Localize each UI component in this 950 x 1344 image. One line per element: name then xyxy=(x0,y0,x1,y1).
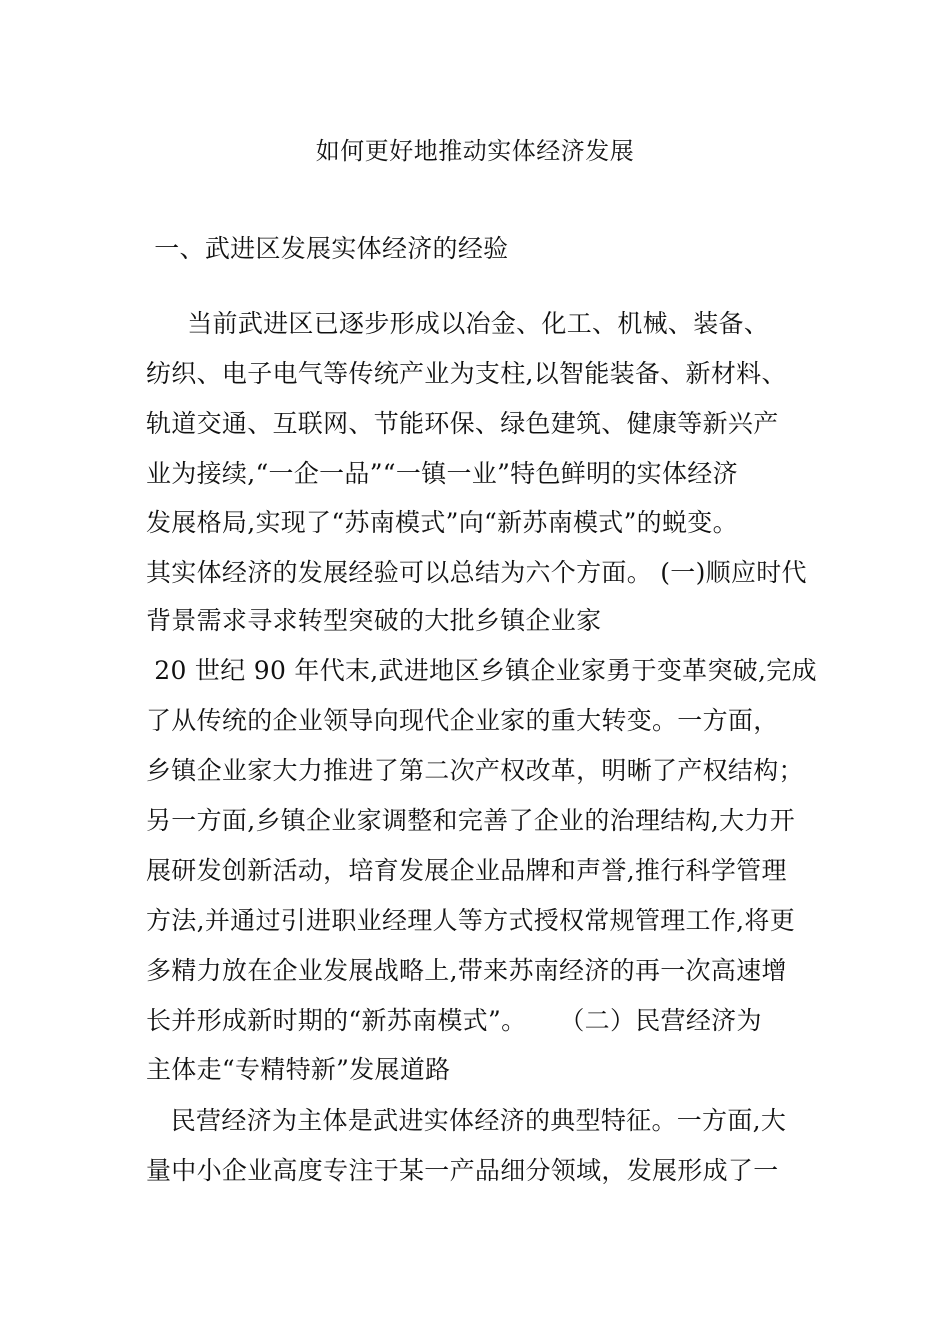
body-line: 展研发创新活动，培育发展企业品牌和声誉,推行科学管理 xyxy=(146,856,787,885)
body-line: 多精力放在企业发展战略上,带来苏南经济的再一次高速增 xyxy=(146,956,787,985)
body-line: 乡镇企业家大力推进了第二次产权改革，明晰了产权结构； xyxy=(146,756,804,785)
body-line: 量中小企业高度专注于某一产品细分领域，发展形成了一 xyxy=(146,1156,779,1185)
body-line: 主体走“专精特新”发展道路 xyxy=(146,1055,451,1084)
body-line: 业为接续,“一企一品”“一镇一业”特色鲜明的实体经济 xyxy=(146,459,738,488)
body-line: 方法,并通过引进职业经理人等方式授权常规管理工作,将更 xyxy=(146,906,795,935)
body-line: 其实体经济的发展经验可以总结为六个方面。 (一)顺应时代 xyxy=(146,558,807,587)
document-title: 如何更好地推动实体经济发展 xyxy=(315,137,635,165)
section-heading: 一、武进区发展实体经济的经验 xyxy=(146,234,509,263)
body-line: 纺织、电子电气等传统产业为支柱,以智能装备、新材料、 xyxy=(146,359,787,388)
body-line: 当前武进区已逐步形成以冶金、化工、机械、装备、 xyxy=(146,309,770,338)
body-line: 发展格局,实现了“苏南模式”向“新苏南模式”的蜕变。 xyxy=(146,508,738,537)
body-line: 20 世纪 90 年代末,武进地区乡镇企业家勇于变革突破,完成 xyxy=(146,656,817,685)
body-line: 另一方面,乡镇企业家调整和完善了企业的治理结构,大力开 xyxy=(146,806,795,835)
body-line: 民营经济为主体是武进实体经济的典型特征。一方面,大 xyxy=(146,1106,787,1135)
body-line: 长并形成新时期的“新苏南模式”。 （二）民营经济为 xyxy=(146,1006,762,1035)
body-line: 轨道交通、互联网、节能环保、绿色建筑、健康等新兴产 xyxy=(146,409,779,438)
body-line: 了从传统的企业领导向现代企业家的重大转变。一方面， xyxy=(146,706,779,735)
body-line: 背景需求寻求转型突破的大批乡镇企业家 xyxy=(146,606,602,635)
